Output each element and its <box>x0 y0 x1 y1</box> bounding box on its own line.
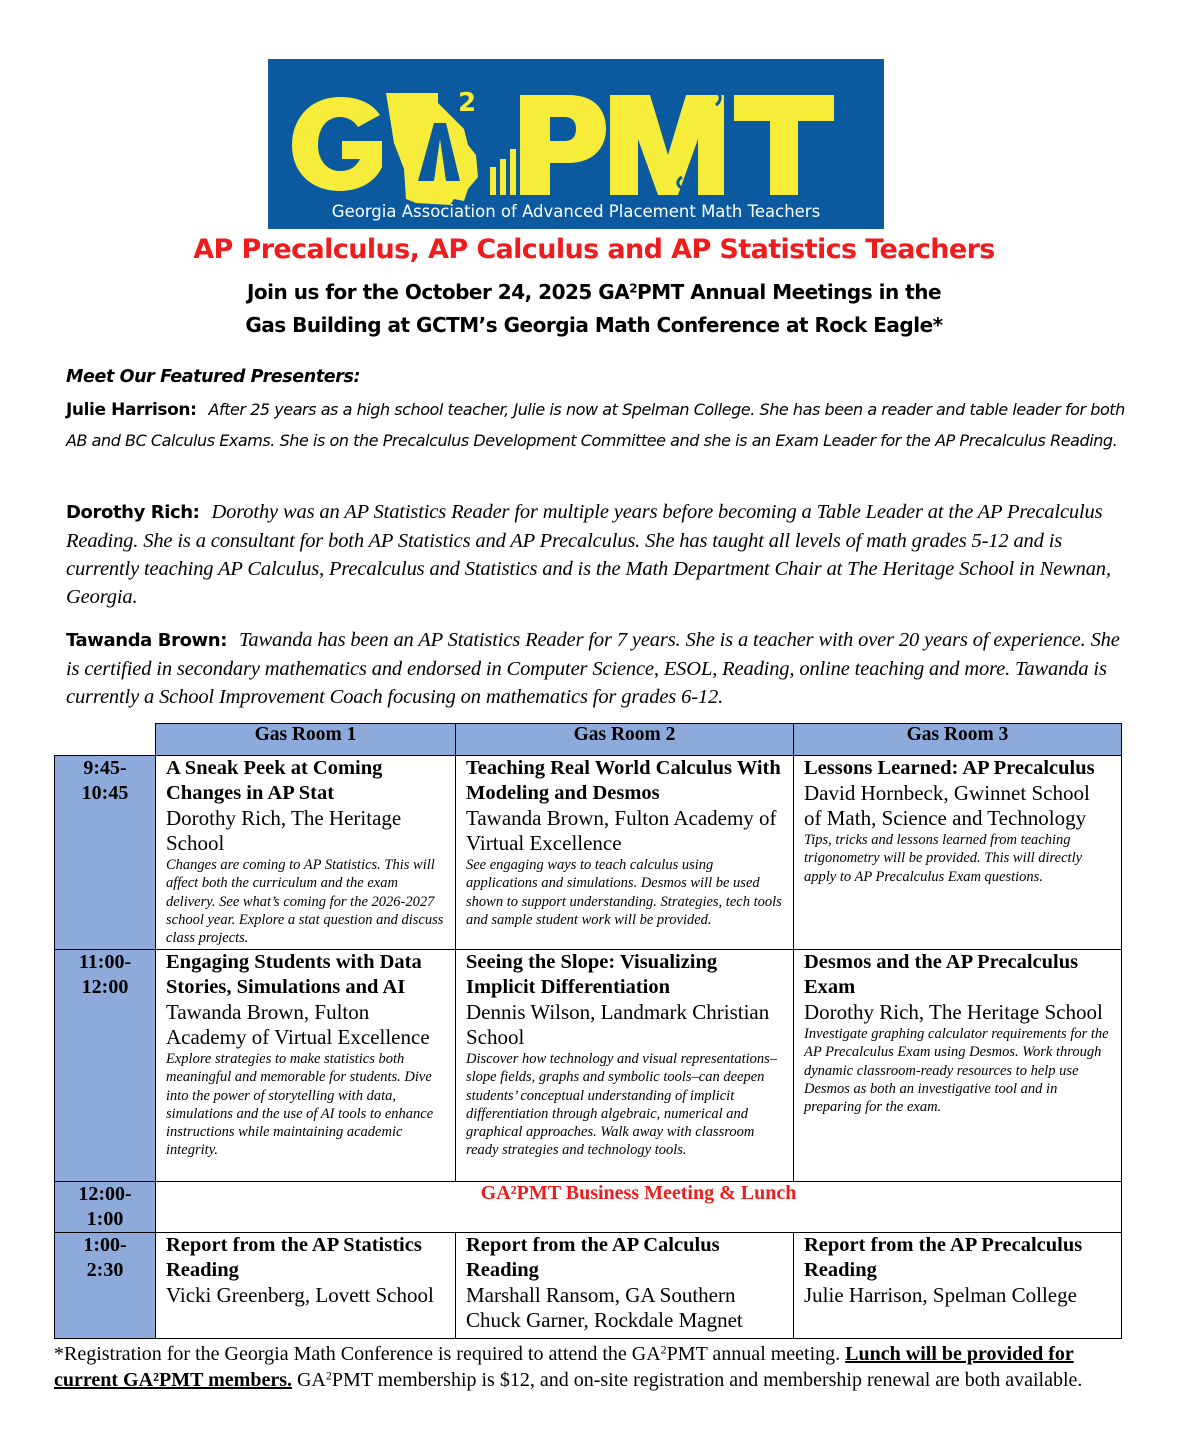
session-description: Investigate graphing calculator requirements for the AP Precalculus Exam using Desmos. Work through dynamic classroom-ready resources to help use Desmos as both an investigative tool and in preparing for the exam. <box>804 1026 1109 1116</box>
presenter-bio: Tawanda Brown: Tawanda has been an AP Statistics Reader for 7 years. She is a teacher with over 20 years of experience. She is certified in secondary mathematics and endorsed in Computer Science, ESOL, Reading, online teaching and more. Tawanda is currently a School Improvement Coach focusing on mathematics for grades 6-12. <box>66 629 1120 708</box>
session-description: Explore strategies to make statistics both meaningful and memorable for students. Dive into the power of storytelling with data, simulations and the use of AI tools to enhance instructions while maintaining academic integrity. <box>166 1051 434 1159</box>
session-cell <box>156 1233 456 1339</box>
session-title: A Sneak Peek at Coming Changes in AP Stat <box>166 757 383 804</box>
session-cell <box>156 756 456 950</box>
presenter-name: Dorothy Rich: <box>66 502 200 523</box>
session-cell <box>794 756 1122 950</box>
session-description: See engaging ways to teach calculus using applications and simulations. Desmos will be used shown to support understanding. Strategies, tech tools and sample student work will be provided. <box>466 857 782 928</box>
reports-row <box>55 1233 1122 1339</box>
ga2pmt-logo <box>268 59 884 229</box>
session-presenter: Tawanda Brown, Fulton Academy of Virtual Excellence <box>466 806 777 855</box>
session-cell <box>794 1233 1122 1339</box>
session-presenter: Chuck Garner, Rockdale Magnet <box>466 1308 743 1332</box>
session-title: Seeing the Slope: Visualizing Implicit Differentiation <box>466 951 718 998</box>
session-title: Report from the AP Precalculus Reading <box>804 1234 1083 1281</box>
time-slot: 1:00- 2:30 <box>55 1233 156 1339</box>
session-description: Discover how technology and visual representations–slope fields, graphs and symbolic tools–can deepen students’ conceptual understanding of implicit differentiation through algebraic, numerical and graphical approaches. Walk away with classroom ready strategies and technology tools. <box>466 1051 778 1159</box>
lunch-label: GA²PMT Business Meeting & Lunch <box>156 1182 1122 1233</box>
svg-text:2: 2 <box>458 88 477 118</box>
session-presenter: Dennis Wilson, Landmark Christian School <box>466 1000 770 1049</box>
session-cell <box>794 950 1122 1182</box>
presenter-name: Julie Harrison: <box>66 400 197 420</box>
page-title: AP Precalculus, AP Calculus and AP Statistics Teachers <box>193 234 995 265</box>
presenter-bio: Julie Harrison: After 25 years as a high school teacher, Julie is now at Spelman College. She has been a reader and table leader for both AB and BC Calculus Exams. She is on the Precalculus Development Committee and she is an Exam Leader for the AP Precalculus Reading. <box>66 400 1125 450</box>
session-presenter: Julie Harrison, Spelman College <box>804 1283 1077 1307</box>
lunch-notice: Lunch will be provided for current GA²PMT members. <box>54 1343 1074 1391</box>
session-cell <box>156 950 456 1182</box>
room-header: Gas Room 3 <box>794 724 1122 756</box>
session-presenter: David Hornbeck, Gwinnet School of Math, Science and Technology <box>804 781 1090 830</box>
session-title: Lessons Learned: AP Precalculus <box>804 757 1095 779</box>
presenter-name: Tawanda Brown: <box>66 630 227 651</box>
session-presenter: Dorothy Rich, The Heritage School <box>804 1000 1103 1024</box>
room-header: Gas Room 1 <box>156 724 456 756</box>
schedule-header-row <box>55 724 1122 756</box>
time-slot: 12:00- 1:00 <box>55 1182 156 1233</box>
session-presenter: Tawanda Brown, Fulton Academy of Virtual Excellence <box>166 1000 430 1049</box>
logo-tagline: Georgia Association of Advanced Placement Math Teachers <box>331 202 821 221</box>
room-header: Gas Room 2 <box>456 724 794 756</box>
subtitle-line-2: Gas Building at GCTM’s Georgia Math Conference at Rock Eagle* <box>245 313 943 337</box>
session-title: Teaching Real World Calculus With Modeling and Desmos <box>466 757 781 804</box>
schedule-row <box>55 950 1122 1182</box>
session-description: Tips, tricks and lessons learned from teaching trigonometry will be provided. This will directly apply to AP Precalculus Exam questions. <box>804 832 1083 885</box>
session-title: Report from the AP Statistics Reading <box>166 1234 422 1281</box>
session-presenter: Dorothy Rich, The Heritage School <box>166 806 402 855</box>
session-presenter: Vicki Greenberg, Lovett School <box>166 1283 434 1307</box>
footnote: *Registration for the Georgia Math Conference is required to attend the $GA^2PMT$ annual meeting. Lunch will be provided for current GA²PMT members. $GA^2PMT$ membership is $12, and on-site registration and membership renewal are both available. <box>54 1342 1083 1391</box>
presenters-heading: Meet Our Featured Presenters: <box>66 367 361 387</box>
session-cell <box>456 756 794 950</box>
time-slot: 11:00- 12:00 <box>55 950 156 1182</box>
presenter-bio: Dorothy Rich: Dorothy was an AP Statistics Reader for multiple years before becoming a Table Leader at the AP Precalculus Reading. She is a consultant for both AP Statistics and AP Precalculus. She has taught all levels of math grades 5-12 and is currently teaching AP Calculus, Precalculus and Statistics and is the Math Department Chair at The Heritage School in Newnan, Georgia. <box>66 501 1111 608</box>
session-description: Changes are coming to AP Statistics. This will affect both the curriculum and the exam delivery. See what’s coming for the 2026-2027 school year. Explore a stat question and discuss class projects. <box>166 857 444 947</box>
session-cell <box>456 1233 794 1339</box>
session-cell <box>456 950 794 1182</box>
time-slot: 9:45- 10:45 <box>55 756 156 950</box>
lunch-row <box>55 1182 1122 1233</box>
schedule-table <box>54 723 1122 1339</box>
session-title: Report from the AP Calculus Reading <box>466 1234 720 1281</box>
schedule-row <box>55 756 1122 950</box>
logo-graphic <box>268 59 884 229</box>
session-presenter: Marshall Ransom, GA Southern <box>466 1283 736 1307</box>
session-title: Engaging Students with Data Stories, Simulations and AI <box>166 951 422 998</box>
session-title: Desmos and the AP Precalculus Exam <box>804 951 1079 998</box>
subtitle-line-1: Join us for the October 24, 2025 $GA^2PMT$ Annual Meetings in the <box>246 280 942 304</box>
